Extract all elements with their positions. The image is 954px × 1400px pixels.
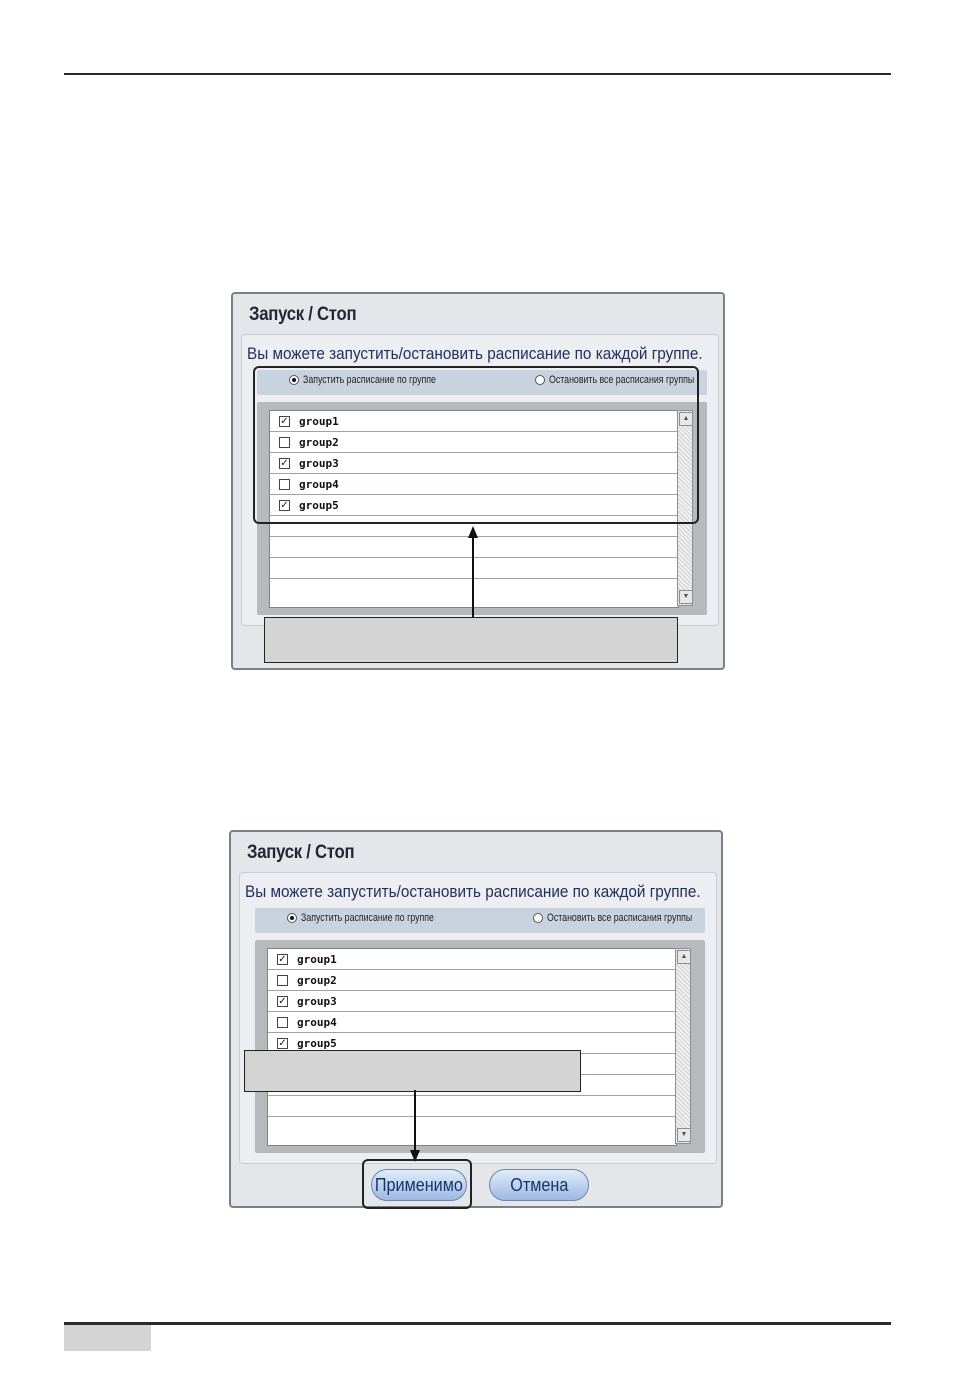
group-name: group3 xyxy=(297,994,337,1008)
radio-stop-all[interactable] xyxy=(533,912,729,924)
checkbox-checked-icon[interactable]: ✓ xyxy=(280,457,289,469)
group-name: group4 xyxy=(299,477,339,491)
group-list-panel xyxy=(255,940,705,1153)
radio-start-label: Запустить расписание по группе xyxy=(301,912,434,924)
group-name: group3 xyxy=(299,456,339,470)
arrow-head-up-icon xyxy=(468,526,478,538)
list-item[interactable] xyxy=(268,1012,676,1033)
list-item[interactable] xyxy=(268,991,676,1012)
radio-unselected-icon xyxy=(533,913,543,923)
checkbox-unchecked-icon[interactable] xyxy=(277,975,288,986)
list-item[interactable] xyxy=(268,970,676,991)
callout-arrow xyxy=(472,536,474,618)
group-name: group5 xyxy=(299,498,339,512)
dialog-title: Запуск / Стоп xyxy=(249,304,357,325)
checkbox-checked-icon[interactable]: ✓ xyxy=(280,415,289,427)
empty-row xyxy=(270,558,678,579)
radio-stop-label: Остановить все расписания группы xyxy=(547,912,693,924)
group-selection-highlight xyxy=(253,366,699,524)
checkbox-checked-icon[interactable]: ✓ xyxy=(278,953,287,965)
group-name: group2 xyxy=(299,435,339,449)
cancel-button-label: Отмена xyxy=(509,1174,569,1195)
apply-button-highlight xyxy=(362,1159,472,1209)
start-stop-dialog-2 xyxy=(229,830,723,1208)
scroll-up-icon[interactable]: ▲ xyxy=(679,412,693,426)
footer-rule xyxy=(64,1322,891,1325)
dialog-description: Вы можете запустить/остановить расписание по каждой группе. xyxy=(245,882,701,901)
checkbox-unchecked-icon[interactable] xyxy=(277,1017,288,1028)
group-list[interactable] xyxy=(267,948,677,1146)
page-number-tab xyxy=(64,1325,151,1351)
group-name: group4 xyxy=(297,1015,337,1029)
callout-arrow xyxy=(414,1090,416,1152)
empty-row xyxy=(268,1117,676,1138)
radio-selected-icon xyxy=(287,913,297,923)
group-name: group1 xyxy=(299,414,339,428)
checkbox-checked-icon[interactable]: ✓ xyxy=(278,995,287,1007)
scroll-down-icon[interactable]: ▼ xyxy=(677,1128,691,1142)
empty-row xyxy=(270,579,678,600)
scroll-up-icon[interactable]: ▲ xyxy=(677,950,691,964)
callout-box-2 xyxy=(244,1050,581,1092)
dialog-description: Вы можете запустить/остановить расписание по каждой группе. xyxy=(247,344,703,363)
empty-row xyxy=(270,537,678,558)
list-item[interactable] xyxy=(268,949,676,970)
radio-start-group[interactable] xyxy=(287,912,467,924)
checkbox-checked-icon[interactable]: ✓ xyxy=(280,499,289,511)
list-scrollbar[interactable] xyxy=(675,948,691,1144)
callout-box-1 xyxy=(264,617,678,663)
dialog-title: Запуск / Стоп xyxy=(247,842,355,863)
cancel-button[interactable] xyxy=(489,1169,589,1201)
scroll-down-icon[interactable]: ▼ xyxy=(679,590,693,604)
apply-button-label: Применимо xyxy=(374,1174,464,1195)
radio-stop-label: Остановить все расписания группы xyxy=(549,374,695,386)
header-rule xyxy=(64,73,891,75)
radio-bar xyxy=(255,908,705,933)
checkbox-checked-icon[interactable]: ✓ xyxy=(278,1037,287,1049)
radio-start-label: Запустить расписание по группе xyxy=(303,374,436,386)
group-name: group2 xyxy=(297,973,337,987)
group-name: group5 xyxy=(297,1036,337,1050)
group-name: group1 xyxy=(297,952,337,966)
empty-row xyxy=(268,1096,676,1117)
